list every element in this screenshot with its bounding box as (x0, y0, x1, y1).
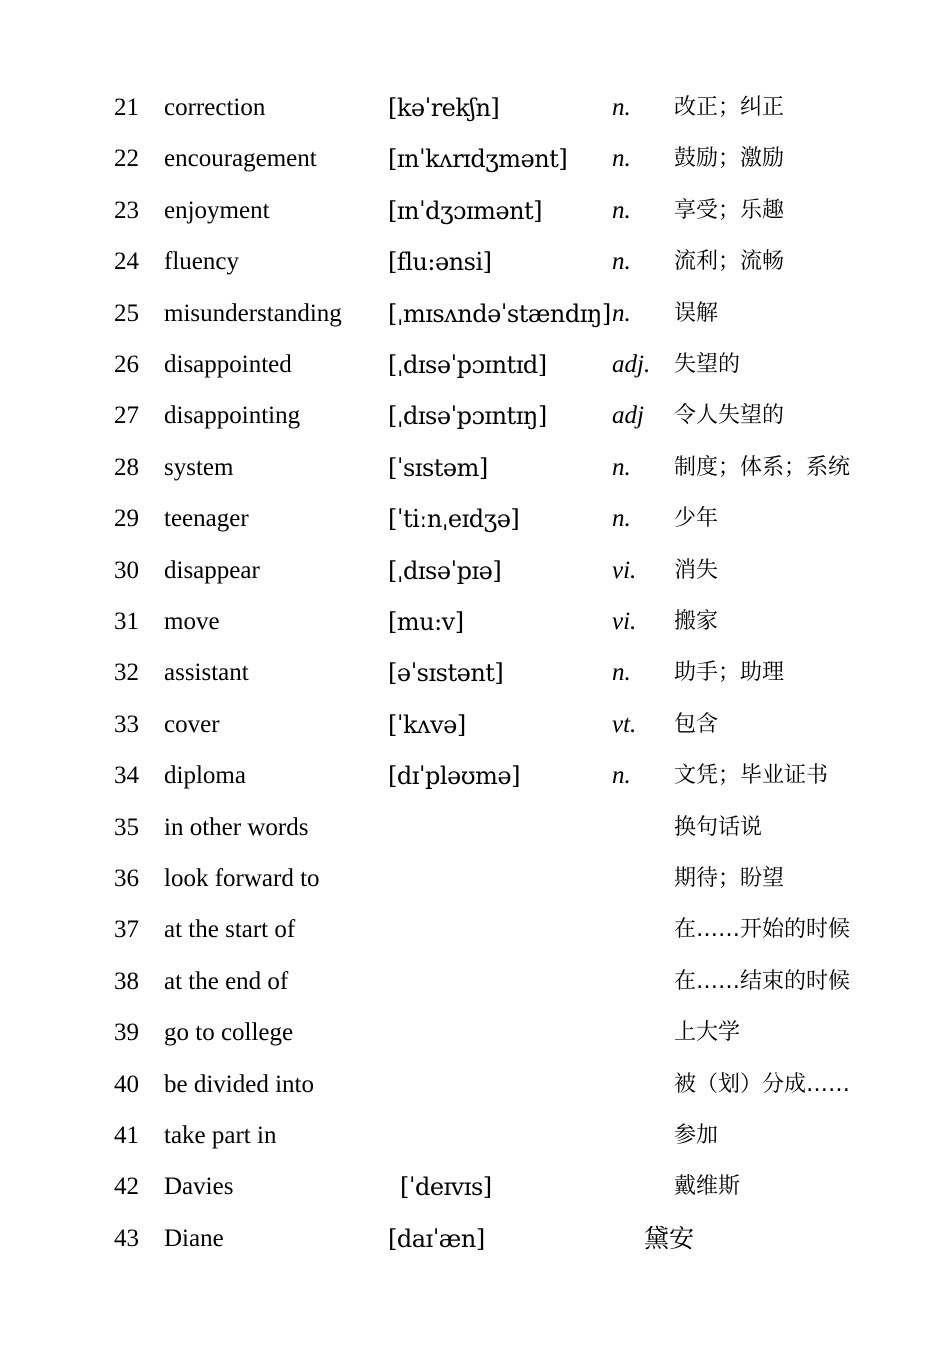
entry-part-of-speech: n. (612, 659, 631, 687)
entry-word: assistant (164, 659, 249, 687)
vocab-row (0, 602, 950, 642)
entry-word: in other words (164, 813, 309, 841)
entry-phonetic: [kəˈrekʃn] (388, 94, 500, 122)
entry-part-of-speech: vt. (612, 710, 637, 738)
entry-meaning: 戴维斯 (674, 1174, 741, 1200)
entry-part-of-speech: n. (612, 145, 631, 173)
entry-number: 25 (114, 299, 139, 327)
entry-number: 35 (114, 813, 139, 841)
entry-meaning: 在……开始的时候 (674, 917, 851, 943)
entry-part-of-speech: vi. (612, 608, 637, 635)
entry-meaning: 鼓励；激励 (674, 146, 785, 172)
entry-word: correction (164, 94, 266, 121)
vocab-row (0, 808, 950, 848)
entry-phonetic: [ˈdeɪvɪs] (400, 1173, 492, 1202)
entry-meaning: 换句话说 (674, 814, 763, 840)
entry-meaning: 包含 (674, 711, 719, 737)
entry-meaning: 少年 (674, 506, 719, 532)
vocab-row (0, 1219, 950, 1259)
vocab-row (0, 705, 950, 745)
entry-word: enjoyment (164, 196, 270, 224)
entry-number: 37 (114, 916, 139, 944)
entry-word: Diane (164, 1224, 224, 1252)
entry-number: 43 (114, 1224, 139, 1252)
entry-phonetic: [mu:v] (388, 608, 464, 636)
entry-phonetic: [dɪˈpləʊmə] (388, 762, 520, 791)
entry-meaning: 助手；助理 (674, 660, 785, 686)
entry-meaning: 文凭；毕业证书 (674, 763, 829, 789)
vocab-row (0, 242, 950, 282)
entry-number: 34 (114, 762, 139, 790)
entry-part-of-speech: n. (612, 299, 631, 327)
entry-meaning: 令人失望的 (674, 403, 785, 429)
entry-number: 32 (114, 659, 139, 687)
entry-phonetic: [ˌmɪsʌndəˈstændɪŋ] (388, 299, 611, 328)
entry-phonetic: [ˌdɪsəˈpɔɪntɪŋ] (388, 402, 547, 431)
entry-part-of-speech: n. (612, 453, 631, 481)
entry-word: at the end of (164, 967, 289, 995)
vocab-row (0, 345, 950, 385)
entry-meaning: 在……结束的时候 (674, 968, 851, 994)
vocab-row (0, 756, 950, 796)
entry-part-of-speech: n. (612, 248, 631, 276)
entry-number: 36 (114, 865, 139, 892)
entry-phonetic: [ˌdɪsəˈpɔɪntɪd] (388, 351, 547, 379)
entry-number: 28 (114, 453, 139, 481)
entry-word: Davies (164, 1173, 234, 1201)
entry-word: go to college (164, 1019, 294, 1047)
vocab-row (0, 1116, 950, 1156)
entry-meaning: 制度；体系；系统 (674, 454, 851, 480)
entry-meaning: 改正；纠正 (674, 95, 785, 120)
vocab-row (0, 448, 950, 488)
entry-number: 26 (114, 351, 139, 378)
entry-phonetic: [əˈsɪstənt] (388, 659, 504, 688)
vocab-row (0, 191, 950, 231)
entry-word: move (164, 608, 220, 635)
vocab-row (0, 294, 950, 334)
entry-word: misunderstanding (164, 299, 342, 327)
vocab-row (0, 1013, 950, 1053)
entry-part-of-speech: n. (612, 196, 631, 224)
vocab-row (0, 1065, 950, 1105)
entry-meaning: 流利；流畅 (674, 249, 785, 275)
entry-phonetic: [ˈkʌvə] (388, 710, 466, 739)
entry-part-of-speech: adj. (612, 351, 651, 378)
entry-meaning: 上大学 (674, 1020, 741, 1046)
entry-word: cover (164, 710, 220, 738)
vocab-row (0, 653, 950, 693)
entry-number: 38 (114, 967, 139, 995)
entry-phonetic: [flu:ənsi] (388, 248, 492, 277)
vocab-row (0, 396, 950, 436)
vocab-row (0, 962, 950, 1002)
entry-number: 27 (114, 402, 139, 430)
vocab-row (0, 859, 950, 899)
entry-word: be divided into (164, 1070, 314, 1098)
entry-meaning: 失望的 (674, 352, 741, 377)
entry-phonetic: [ɪnˈkʌrɪdʒmənt] (388, 145, 568, 174)
entry-word: teenager (164, 505, 249, 533)
vocab-row (0, 88, 950, 128)
entry-word: look forward to (164, 865, 320, 892)
entry-meaning: 期待；盼望 (674, 866, 785, 891)
entry-word: disappointed (164, 351, 292, 378)
entry-word: diploma (164, 762, 246, 790)
entry-part-of-speech: n. (612, 94, 631, 121)
entry-part-of-speech: adj (612, 402, 644, 430)
vocab-row (0, 1167, 950, 1207)
entry-number: 24 (114, 248, 139, 276)
entry-phonetic: [daɪˈæn] (388, 1224, 485, 1253)
entry-meaning: 误解 (674, 300, 719, 326)
entry-meaning: 被（划）分成…… (674, 1071, 851, 1097)
entry-number: 21 (114, 94, 139, 121)
entry-number: 41 (114, 1122, 139, 1149)
entry-number: 42 (114, 1173, 139, 1201)
entry-phonetic: [ˈtiːnˌeɪdʒə] (388, 505, 520, 534)
entry-meaning: 参加 (674, 1123, 719, 1148)
entry-meaning: 搬家 (674, 609, 719, 634)
entry-word: at the start of (164, 916, 296, 944)
vocab-row (0, 139, 950, 179)
entry-number: 29 (114, 505, 139, 533)
entry-part-of-speech: vi. (612, 556, 637, 584)
entry-meaning: 享受；乐趣 (674, 197, 785, 223)
entry-word: take part in (164, 1122, 277, 1149)
entry-phonetic: [ɪnˈdʒɔɪmənt] (388, 196, 543, 225)
entry-number: 40 (114, 1070, 139, 1098)
entry-word: encouragement (164, 145, 317, 173)
entry-meaning: 消失 (674, 557, 719, 583)
entry-part-of-speech: n. (612, 505, 631, 533)
entry-number: 23 (114, 196, 139, 224)
entry-number: 30 (114, 556, 139, 584)
entry-word: fluency (164, 248, 239, 276)
entry-word: disappear (164, 556, 260, 584)
vocab-row (0, 499, 950, 539)
entry-number: 33 (114, 710, 139, 738)
entry-phonetic: [ˈsɪstəm] (388, 453, 488, 482)
entry-number: 39 (114, 1019, 139, 1047)
entry-number: 31 (114, 608, 139, 635)
entry-number: 22 (114, 145, 139, 173)
entry-word: system (164, 453, 234, 481)
entry-phonetic: [ˌdɪsəˈpɪə] (388, 556, 502, 585)
vocab-row (0, 910, 950, 950)
entry-word: disappointing (164, 402, 301, 430)
vocab-row (0, 551, 950, 591)
entry-part-of-speech: n. (612, 762, 631, 790)
entry-meaning: 黛安 (644, 1223, 695, 1253)
